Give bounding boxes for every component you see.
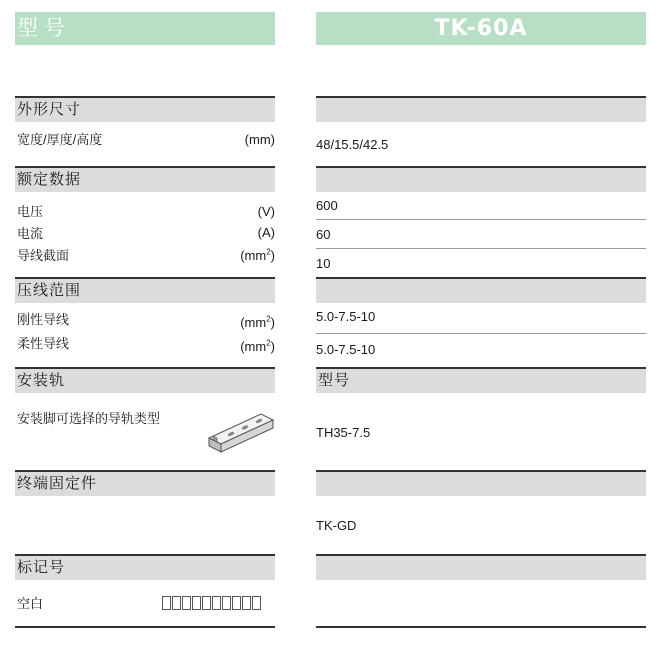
flexible-wire-unit: $(mm^2)$ (240, 338, 275, 354)
voltage-value: 600 (316, 198, 338, 213)
section-title: 压线范围 (17, 282, 82, 299)
section-title: 额定数据 (17, 171, 82, 188)
rigid-wire-unit: $(mm^2)$ (240, 314, 275, 330)
rail-label: 安装脚可选择的导轨类型 (17, 411, 161, 426)
section-title: 终端固定件 (17, 475, 98, 492)
voltage-label: 电压 (17, 204, 44, 219)
section-rail-right (316, 367, 646, 393)
marker-box (222, 596, 231, 610)
row-divider (316, 219, 646, 220)
section-rated-right (316, 166, 646, 192)
marker-boxes (162, 596, 262, 610)
endstop-value: TK-GD (316, 518, 357, 533)
section-rail (15, 367, 275, 393)
rigid-wire-label: 刚性导线 (17, 312, 70, 327)
din-rail-icon (205, 408, 277, 461)
cross-section-unit: $(mm^2)$ (240, 247, 275, 263)
section-title: 安装轨 (17, 372, 66, 389)
current-label: 电流 (17, 226, 44, 241)
marker-box (232, 596, 241, 610)
flexible-wire-label: 柔性导线 (17, 336, 70, 351)
marker-box (202, 596, 211, 610)
section-endstop-right (316, 470, 646, 496)
section-title-model: 型号 (318, 372, 351, 389)
section-rated (15, 166, 275, 192)
bottom-rule-left (15, 626, 275, 628)
flexible-wire-value: 5.0-7.5-10 (316, 342, 376, 357)
model-number: TK-60A (434, 16, 528, 41)
section-crimp-right (316, 277, 646, 303)
marker-box (192, 596, 201, 610)
section-dimensions (15, 96, 275, 122)
section-dimensions-right (316, 96, 646, 122)
section-endstop (15, 470, 275, 496)
section-title: 标记号 (17, 559, 66, 576)
section-marker-right (316, 554, 646, 580)
cross-section-value: 10 (316, 256, 331, 271)
section-marker (15, 554, 275, 580)
dimensions-label: 宽度/厚度/高度 (17, 132, 103, 147)
current-unit: (A) (257, 225, 275, 240)
dimensions-unit: (mm) (244, 132, 275, 147)
marker-box (162, 596, 171, 610)
bottom-rule-right (316, 626, 646, 628)
model-header-right (316, 12, 646, 45)
marker-box (242, 596, 251, 610)
section-title: 外形尺寸 (17, 101, 82, 118)
marker-box (182, 596, 191, 610)
section-crimp (15, 277, 275, 303)
marker-box (172, 596, 181, 610)
model-label: 型号 (17, 17, 71, 40)
rigid-wire-value: 5.0-7.5-10 (316, 309, 376, 324)
rail-value: TH35-7.5 (316, 425, 371, 440)
marker-box (252, 596, 261, 610)
model-header-left (15, 12, 275, 45)
marker-box (212, 596, 221, 610)
cross-section-label: 导线截面 (17, 248, 70, 263)
marker-label: 空白 (17, 596, 44, 611)
row-divider (316, 333, 646, 334)
row-divider (316, 248, 646, 249)
dimensions-value: 48/15.5/42.5 (316, 137, 389, 152)
current-value: 60 (316, 227, 331, 242)
voltage-unit: (V) (257, 204, 275, 219)
